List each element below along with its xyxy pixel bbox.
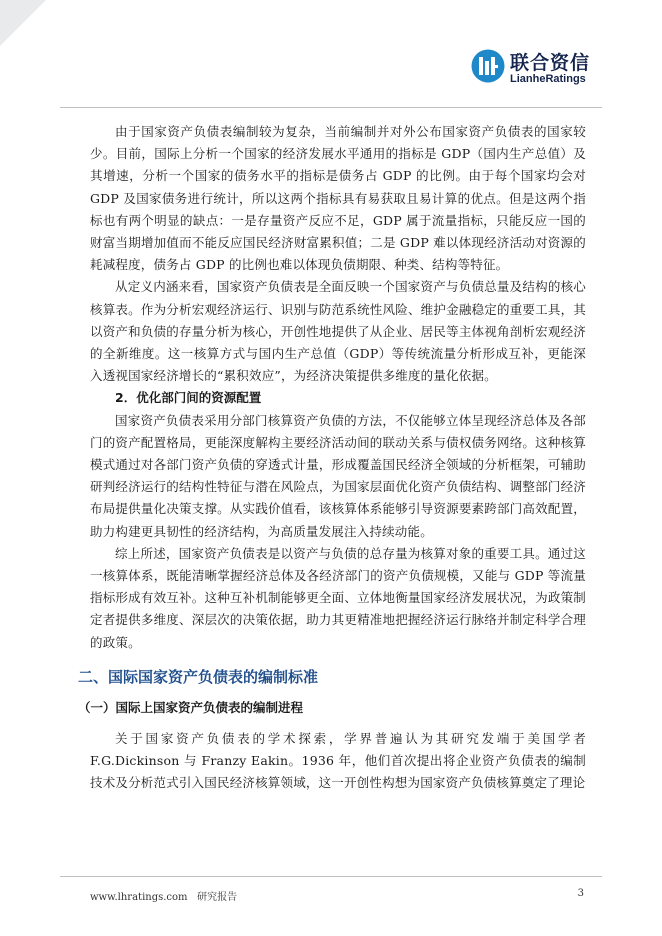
paragraph-sector-accounting: 国家资产负债表采用分部门核算资产负债的方法，不仅能够立体呈现经济总体及各部门的资产配置格局，更能深度解构主要经济活动间的联动关系与债权债务网络。这种核算模式通过对各部门资产负债的穿透式计量，形成覆盖国民经济全领域的分析框架，可辅助研判经济运行的结构性特征与潜在风险点，为国家层面优化资产负债结构、调整部门经济布局提供量化决策支撑。从实践价值看，该核算体系能够引导资源要素跨部门高效配置，助力构建更具韧性的经济结构，为高质量发展注入持续动能。 — [90, 412, 586, 539]
spacer — [90, 720, 586, 728]
page-content — [78, 121, 586, 794]
footer-info — [90, 888, 237, 903]
paragraph-history: 关于国家资产负债表的学术探索，学界普遍认为其研究发端于美国学者 F.G.Dickinson 与 Franzy Eakin。1936 年，他们首次提出将企业资产负债表的编制技术及分析范式引入国民经济核算领域，这一开创性构想为国家资产负债核算奠定了理论 — [90, 730, 586, 791]
section-heading: 二、国际国家资产负债表的编制标准 — [78, 667, 319, 686]
subheading-resource-allocation: 2．优化部门间的资源配置 — [115, 390, 262, 406]
logo-english-name: LianheRatings — [510, 73, 586, 85]
paragraph-gdp-limitations: 由于国家资产负债表编制较为复杂，当前编制并对外公布国家资产负债表的国家较少。目前，国际上分析一个国家的经济发展水平通用的指标是 GDP（国内生产总值）及其增速，分析一个国家的债务水平的指标是债务占 GDP 的比例。由于每个国家均会对 GDP 及国家债务进行统计，所以这两个指标具有易获取且易计算的优点。但是这两个指标也有两个明显的缺点：一是存量资产反应不足，GDP 属于流量指标，只能反应一国的财富当期增加值而不能反应国民经济财富累积值；二是 GDP 难以体现经济活动对资源的耗减程度，债务占 GDP 的比例也难以体现负债期限、种类、结构等特征。 — [90, 124, 586, 273]
footer-site: www.lhratings.com — [90, 892, 188, 903]
lianhe-logo-icon — [470, 48, 506, 84]
footer-divider — [60, 876, 602, 877]
header-divider — [60, 107, 602, 108]
logo-chinese-name: 联合资信 — [510, 52, 591, 74]
company-logo — [470, 44, 600, 92]
paragraph-definition: 从定义内涵来看，国家资产负债表是全面反映一个国家资产与负债总量及结构的核心核算表。作为分析宏观经济运行、识别与防范系统性风险、维护金融稳定的重要工具，其以资产和负债的存量分析为核心，开创性地提供了从企业、居民等主体视角剖析宏观经济的全新维度。这一核算方式与国内生产总值（GDP）等传统流量分析形成互补，更能深入透视国家经济增长的“累积效应”，为经济决策提供多维度的量化依据。 — [90, 279, 586, 384]
page-number: 3 — [577, 888, 584, 899]
corner-decoration — [0, 0, 46, 46]
footer-doc-type: 研究报告 — [197, 892, 238, 903]
subsection-heading: （一）国际上国家资产负债表的编制进程 — [78, 699, 304, 715]
paragraph-summary: 综上所述，国家资产负债表是以资产与负债的总存量为核算对象的重要工具。通过这一核算体系，既能清晰掌握经济总体及各经济部门的资产负债规模，又能与 GDP 等流量指标形成有效互补。这种互补机制能够更全面、立体地衡量国家经济发展状况，为政策制定者提供多维度、深层次的决策依据，助力其更精准地把握经济运行脉络并制定科学合理的政策。 — [90, 545, 586, 650]
